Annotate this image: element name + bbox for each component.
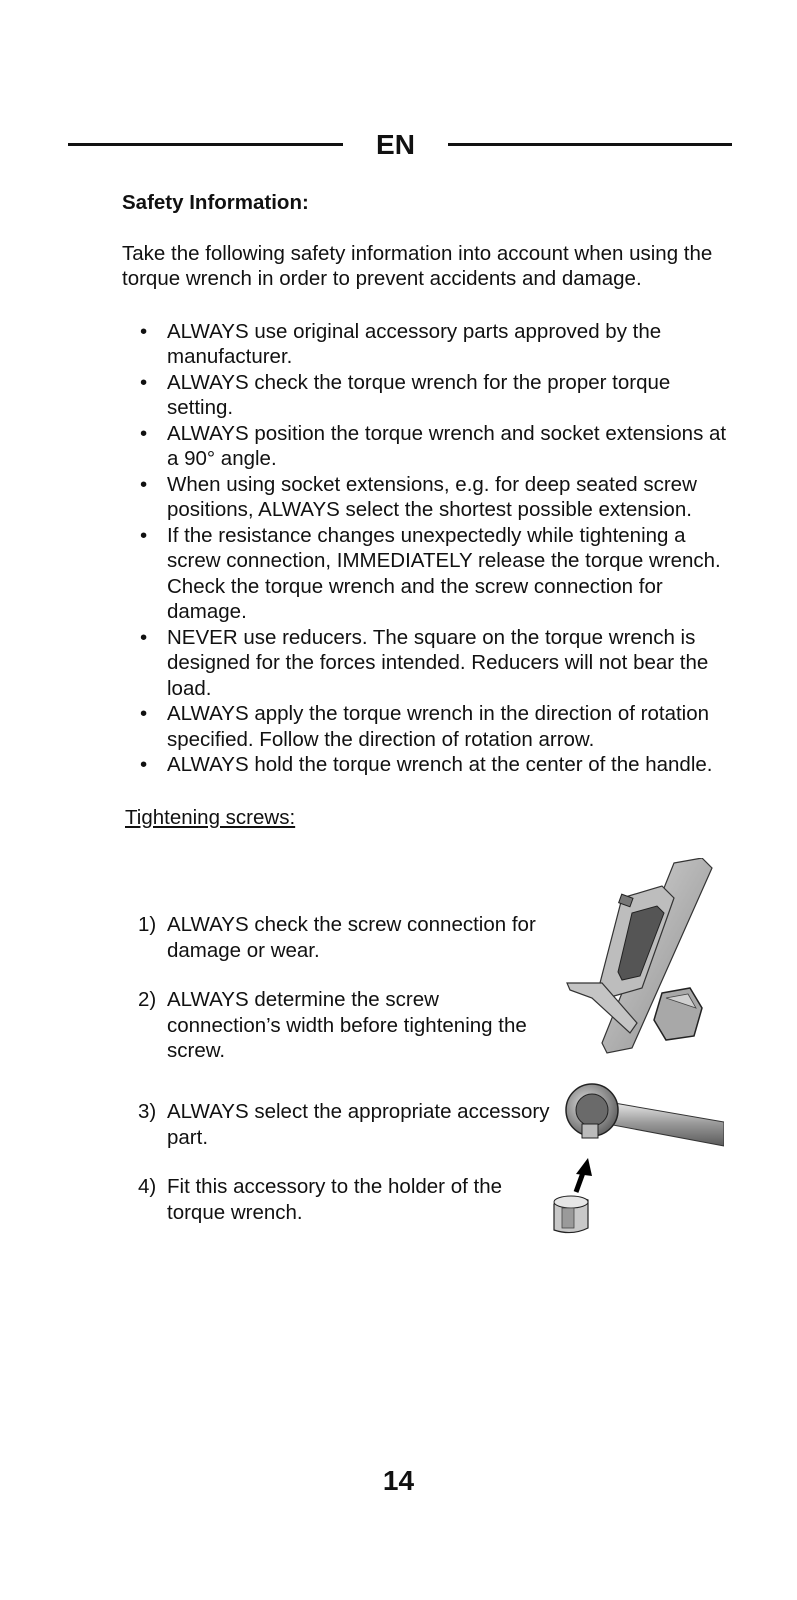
- step-text: ALWAYS determine the screw connection’s width before tightening the screw.: [167, 988, 527, 1062]
- step-item: [122, 987, 552, 1064]
- caliper-measuring-nut-icon: [562, 858, 722, 1058]
- step-text: Fit this accessory to the holder of the torque wrench.: [167, 1175, 502, 1224]
- bullet-icon: •: [140, 319, 148, 343]
- bullet-icon: •: [140, 472, 148, 496]
- step-number: 4): [138, 1175, 157, 1198]
- page-number: 14: [382, 1465, 415, 1496]
- bullet-icon: •: [140, 523, 148, 547]
- safety-list: [122, 319, 732, 778]
- list-item-text: ALWAYS hold the torque wrench at the center of the handle.: [167, 753, 713, 776]
- intro-paragraph: Take the following safety information into account when using the torque wrench in order to prevent accidents and damage.: [122, 241, 713, 290]
- list-item: [122, 472, 732, 523]
- list-item: [122, 752, 732, 778]
- step-number: 3): [138, 1100, 157, 1123]
- list-item-text: ALWAYS position the torque wrench and socket extensions at a 90° angle.: [167, 421, 727, 470]
- list-item-text: ALWAYS apply the torque wrench in the direction of rotation specified. Follow the direction of rotation arrow.: [167, 702, 710, 751]
- step-text: ALWAYS select the appropriate accessory part.: [167, 1100, 550, 1149]
- list-item: [122, 421, 732, 472]
- list-item: [122, 523, 732, 625]
- bullet-icon: •: [140, 625, 148, 649]
- header-rule-right: [448, 143, 732, 146]
- safety-section: [122, 190, 732, 830]
- list-item: [122, 625, 732, 702]
- list-item-text: ALWAYS use original accessory parts approved by the manufacturer.: [167, 319, 662, 368]
- bullet-icon: •: [140, 421, 148, 445]
- step-number: 1): [138, 913, 157, 936]
- bullet-icon: •: [140, 370, 148, 394]
- list-item: [122, 701, 732, 752]
- step-text: ALWAYS check the screw connection for damage or wear.: [167, 913, 536, 962]
- list-item: [122, 319, 732, 370]
- bullet-icon: •: [140, 702, 148, 725]
- language-header: [68, 128, 732, 168]
- step-item: [122, 912, 552, 963]
- torque-wrench-socket-icon: [552, 1080, 724, 1250]
- list-item: [122, 370, 732, 421]
- tightening-title: Tightening screws:: [125, 805, 296, 829]
- step-item: [122, 1174, 552, 1225]
- list-item-text: NEVER use reducers. The square on the torque wrench is designed for the forces intended. Reducers will not bear the load.: [167, 625, 709, 700]
- section-title: Safety Information:: [122, 191, 309, 214]
- list-item-text: If the resistance changes unexpectedly while tightening a screw connection, IMMEDIATELY release the torque wrench. Check the torque wrench and the screw connection for damage.: [167, 523, 721, 623]
- header-rule-left: [68, 143, 343, 146]
- list-item-text: ALWAYS check the torque wrench for the proper torque setting.: [167, 370, 671, 419]
- language-code: EN: [376, 129, 415, 160]
- step-item: [122, 1099, 552, 1150]
- list-item-text: When using socket extensions, e.g. for deep seated screw positions, ALWAYS select the shortest possible extension.: [167, 472, 697, 521]
- step-number: 2): [138, 988, 157, 1011]
- bullet-icon: •: [140, 753, 148, 776]
